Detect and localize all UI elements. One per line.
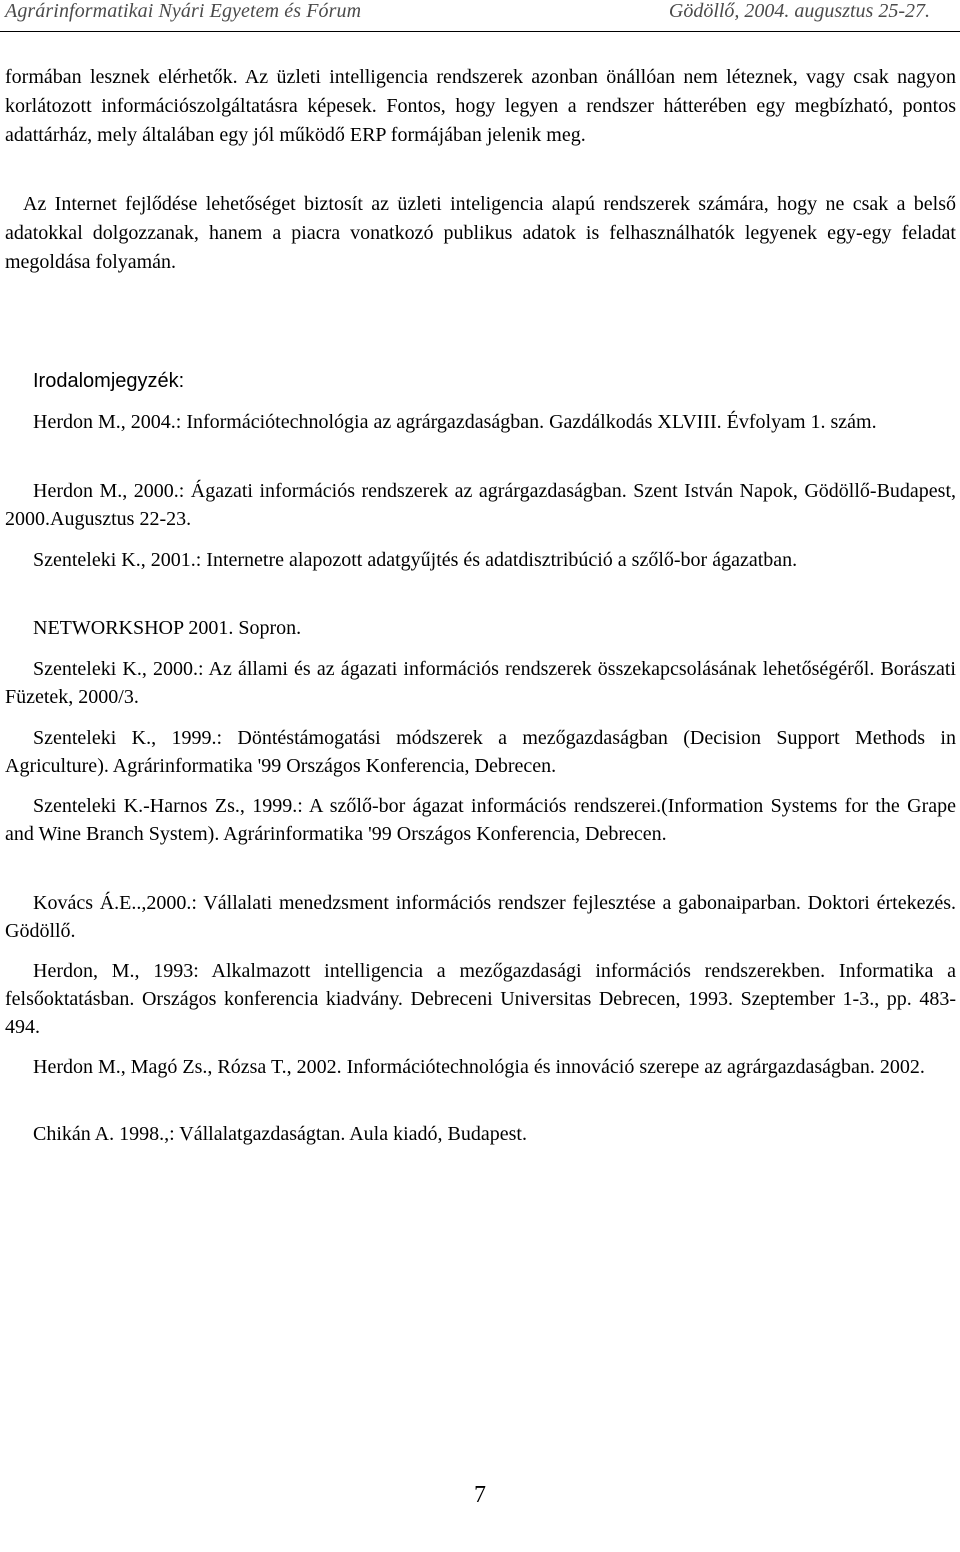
reference-item: Herdon M., Magó Zs., Rózsa T., 2002. Információtechnológia és innováció szerepe az agrárgazdaságban. 2002.	[33, 1056, 925, 1078]
reference-item: Chikán A. 1998.,: Vállalatgazdaságtan. Aula kiadó, Budapest.	[33, 1123, 527, 1145]
header-conference-title: Agrárinformatikai Nyári Egyetem és Fórum	[5, 0, 362, 22]
reference-item: Herdon M., 2004.: Információtechnológia az agrárgazdaságban. Gazdálkodás XLVIII. Évfolyam 1. szám.	[33, 411, 877, 433]
reference-item: Szenteleki K., 1999.: Döntéstámogatási módszerek a mezőgazdaságban (Decision Support Methods in Agriculture). Agrárinformatika '99 Országos Konferencia, Debrecen.	[5, 727, 956, 777]
paragraph-text: Az Internet fejlődése lehetőséget biztosít az üzleti inteligencia alapú rendszerek számára, hogy ne csak a belső adatokkal dolgozzanak, hanem a piacra vonatkozó publikus adatok is felhasználhatók legyenek egy-egy feladat megoldása folyamán.	[5, 193, 956, 273]
paragraph-internet	[5, 190, 956, 277]
reference-item: Szenteleki K.-Harnos Zs., 1999.: A szőlő-bor ágazat információs rendszerei.(Information Systems for the Grape and Wine Branch System). Agrárinformatika '99 Országos Konferencia, Debrecen.	[5, 795, 956, 845]
header-place-date: Gödöllő, 2004. augusztus 25-27.	[668, 0, 930, 22]
reference-item: Herdon, M., 1993: Alkalmazott intelligencia a mezőgazdasági információs rendszerekben. Informatika a felsőoktatásban. Országos konferencia kiadvány. Debreceni Universitas Debrecen, 1993. Szeptember 1-3., pp. 483-494.	[5, 960, 956, 1038]
reference-item: NETWORKSHOP 2001. Sopron.	[33, 617, 302, 639]
reference-item: Herdon M., 2000.: Ágazati információs rendszerek az agrárgazdaságban. Szent István Napok, Gödöllő-Budapest, 2000.Augusztus 22-23.	[5, 480, 956, 530]
reference-item: Szenteleki K., 2000.: Az állami és az ágazati információs rendszerek összekapcsolásának lehetőségéről. Borászati Füzetek, 2000/3.	[5, 658, 956, 708]
reference-item: Szenteleki K., 2001.: Internetre alapozott adatgyűjtés és adatdisztribúció a szőlő-bor ágazatban.	[33, 549, 798, 571]
paragraph-intro	[5, 63, 956, 150]
running-header	[0, 0, 960, 32]
references-heading: Irodalomjegyzék:	[33, 370, 185, 392]
reference-item: Kovács Á.E..,2000.: Vállalati menedzsment információs rendszer fejlesztése a gabonaiparban. Doktori értekezés. Gödöllő.	[5, 892, 956, 942]
paragraph-text: formában lesznek elérhetők. Az üzleti intelligencia rendszerek azonban önállóan nem léteznek, vagy csak nagyon korlátozott információszolgáltatásra képesek. Fontos, hogy legyen a rendszer hátterében egy megbízható, pontos adattárház, mely általában egy jól működő ERP formájában jelenik meg.	[5, 66, 956, 146]
page-number: 7	[474, 1482, 486, 1508]
